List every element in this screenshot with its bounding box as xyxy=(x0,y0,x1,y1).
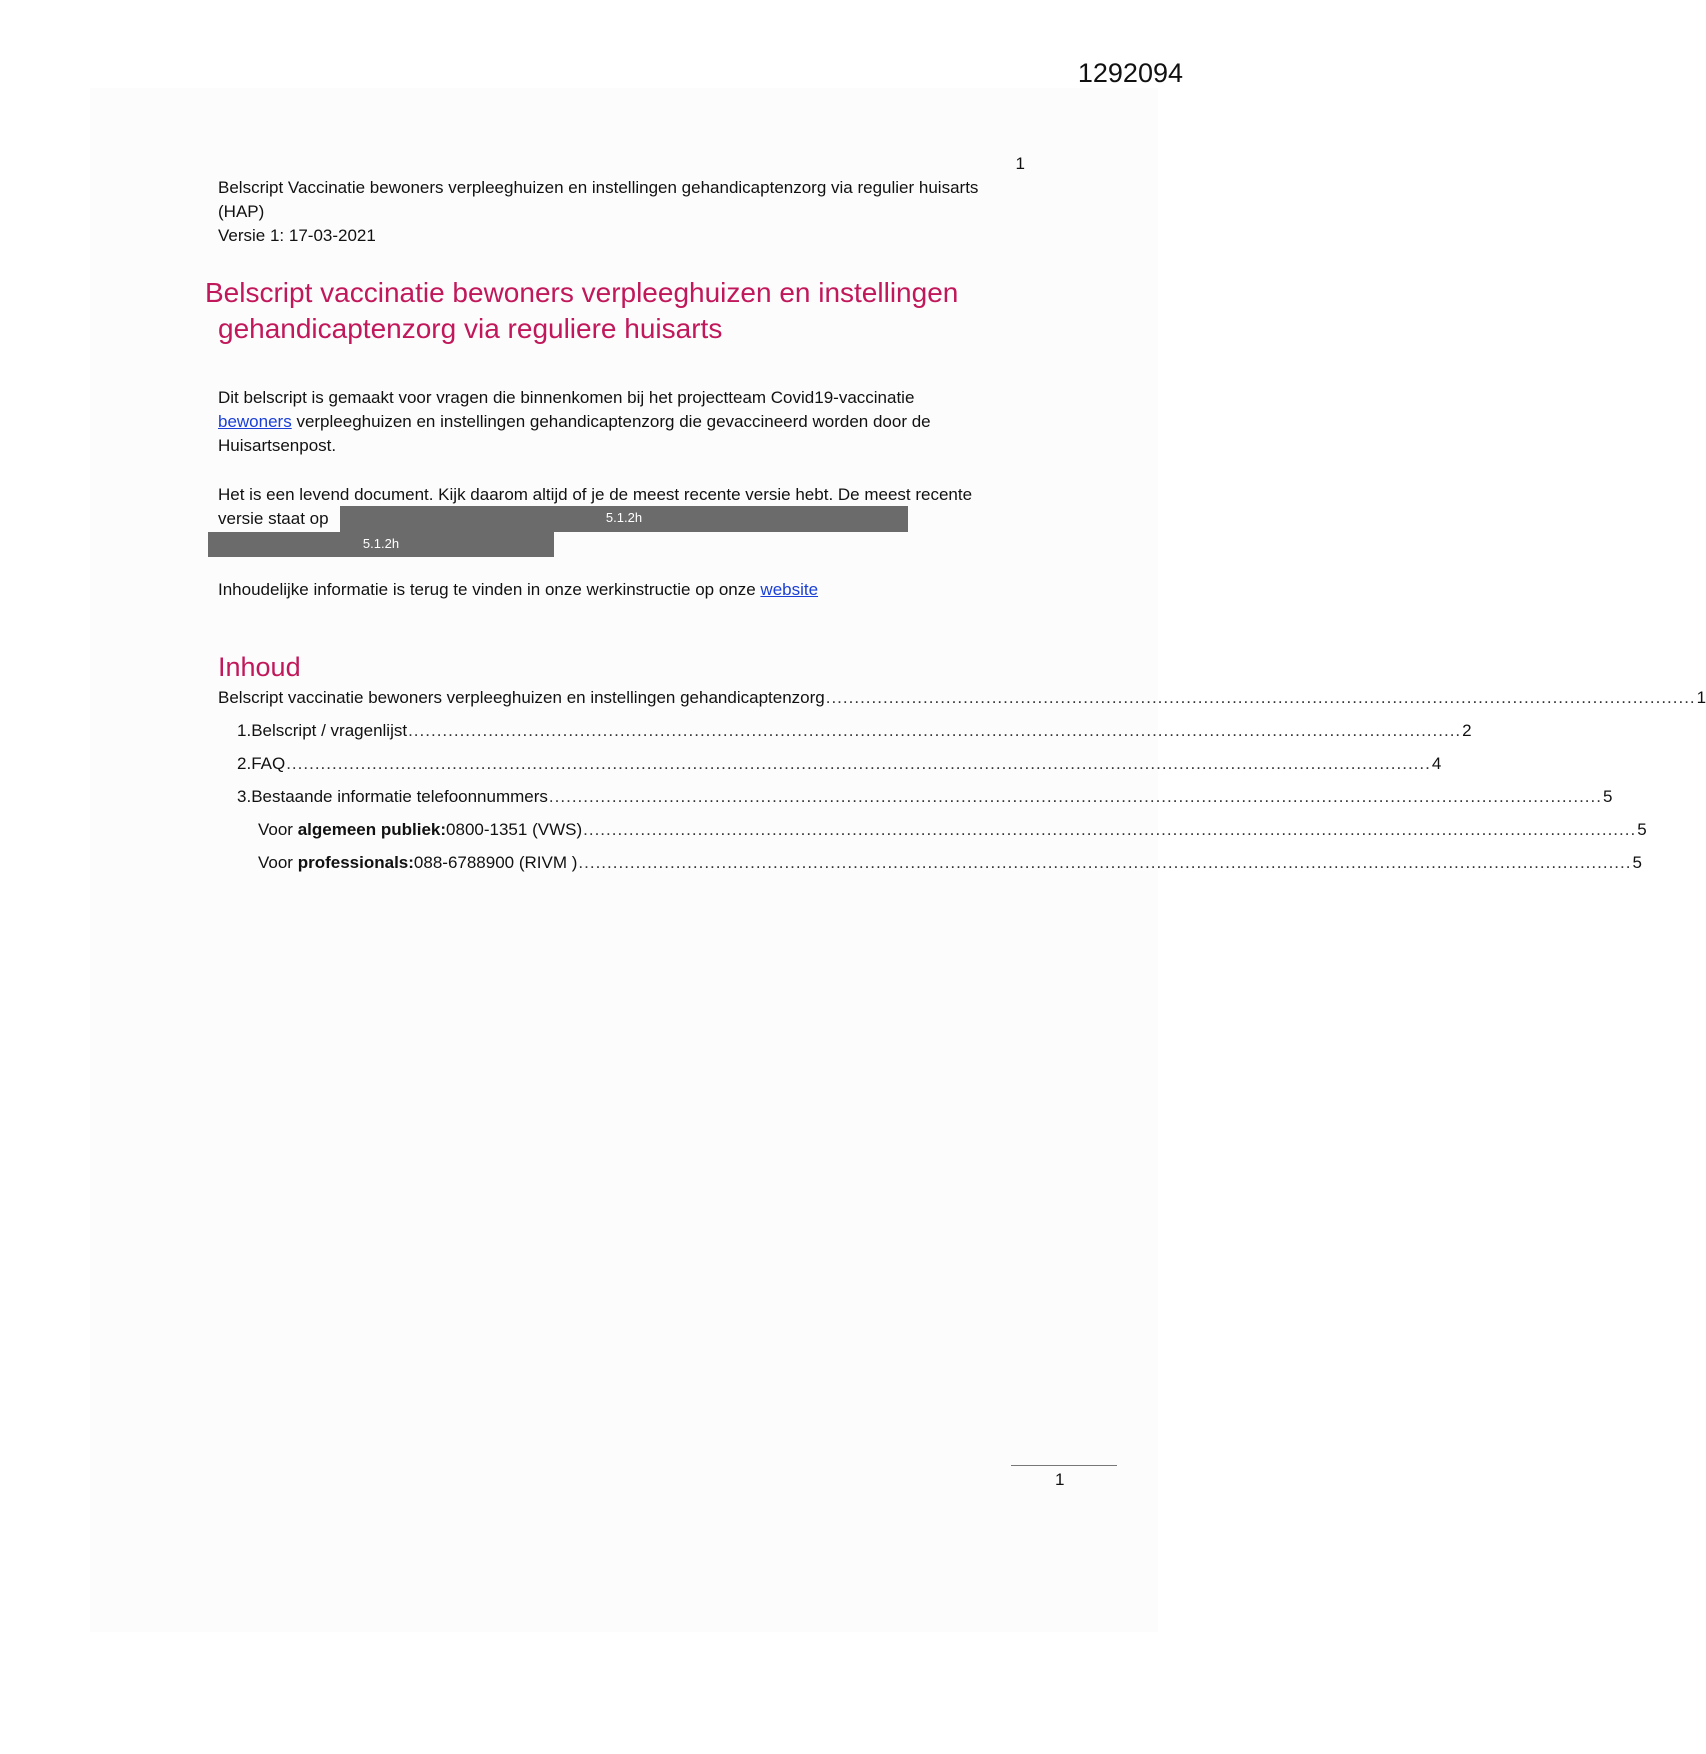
website-link[interactable]: website xyxy=(760,580,819,599)
bewoners-link[interactable]: bewoners xyxy=(218,412,292,431)
toc-entry-label: Belscript vaccinatie bewoners verpleeghuizen en instellingen gehandicaptenzorg xyxy=(218,688,825,707)
toc-entry-page: 5 xyxy=(1602,787,1613,806)
toc-entry[interactable] xyxy=(218,752,1442,776)
toc-leader: ........................................................................................................................................................................................ xyxy=(583,820,1637,839)
living-doc-line2: versie staat op xyxy=(218,509,329,528)
document-title-line1: Belscript vaccinatie bewoners verpleeghuizen en instellingen xyxy=(205,277,959,308)
toc-sub-rest: 0800-1351 (VWS) xyxy=(446,820,583,839)
toc-leader: ........................................................................................................................................................................................................ xyxy=(286,754,1431,773)
toc-leader: ........................................................................................................................................................................................ xyxy=(578,853,1632,872)
document-title xyxy=(205,275,1035,347)
intro-paragraph xyxy=(218,386,1033,458)
toc-entry-number: 1. xyxy=(237,721,252,740)
toc-leader: ........................................................................................................................................................ xyxy=(825,688,1696,707)
toc-sub-bold: professionals: xyxy=(297,853,414,872)
intro-line3: Huisartsenpost. xyxy=(218,436,337,455)
toc-sub-entry[interactable] xyxy=(258,818,1647,842)
toc-entry-page: 2 xyxy=(1462,721,1472,740)
toc-entry-page: 5 xyxy=(1637,820,1647,839)
toc-sub-prefix: Voor xyxy=(258,853,293,872)
toc-entry-label: FAQ xyxy=(251,754,286,773)
toc-entry-number: 2. xyxy=(237,754,252,773)
header-title-continued: (HAP) xyxy=(218,202,265,221)
toc-sub-prefix: Voor xyxy=(258,820,293,839)
toc-heading: Inhoud xyxy=(218,652,301,682)
redaction-block: 5.1.2h xyxy=(340,506,908,532)
toc-entry-page: 5 xyxy=(1632,853,1642,872)
document-id: 1292094 xyxy=(1077,58,1183,88)
toc-entry-number: 3. xyxy=(237,787,252,806)
footer-page-number: 1 xyxy=(1055,1470,1065,1489)
info-paragraph: Inhoudelijke informatie is terug te vinden in onze werkinstructie op onze website xyxy=(218,580,819,599)
intro-line1: Dit belscript is gemaakt voor vragen die binnenkomen bij het projectteam Covid19-vaccinatie xyxy=(218,388,915,407)
toc-entry[interactable] xyxy=(218,686,1706,710)
toc-entry-label: Bestaande informatie telefoonnummers xyxy=(251,787,548,806)
header-title: Belscript Vaccinatie bewoners verpleeghuizen en instellingen gehandicaptenzorg via regulier huisarts xyxy=(218,178,979,197)
footer-rule xyxy=(1011,1465,1117,1466)
toc-sub-bold: algemeen publiek: xyxy=(297,820,447,839)
toc-entry-page: 1 xyxy=(1696,688,1706,707)
toc-entry-label: Belscript / vragenlijst xyxy=(251,721,408,740)
toc-entry-page: 4 xyxy=(1431,754,1442,773)
document-title-line2: gehandicaptenzorg via reguliere huisarts xyxy=(218,313,723,344)
toc-sub-rest: 088-6788900 (RIVM ) xyxy=(413,853,578,872)
toc-entry[interactable] xyxy=(218,785,1613,809)
toc-entry[interactable] xyxy=(218,719,1472,743)
header-version: Versie 1: 17-03-2021 xyxy=(218,226,376,245)
living-doc-line1: Het is een levend document. Kijk daarom altijd of je de meest recente versie hebt. De meest recente xyxy=(218,485,973,504)
header-page-number: 1 xyxy=(1015,154,1025,173)
toc-leader: ........................................................................................................................................................................................ xyxy=(548,787,1602,806)
toc-leader: ........................................................................................................................................................................................ xyxy=(408,721,1462,740)
toc-sub-entry[interactable] xyxy=(258,851,1642,875)
redaction-block: 5.1.2h xyxy=(208,532,554,557)
intro-line2: bewoners verpleeghuizen en instellingen gehandicaptenzorg die gevaccineerd worden door de xyxy=(218,412,931,431)
